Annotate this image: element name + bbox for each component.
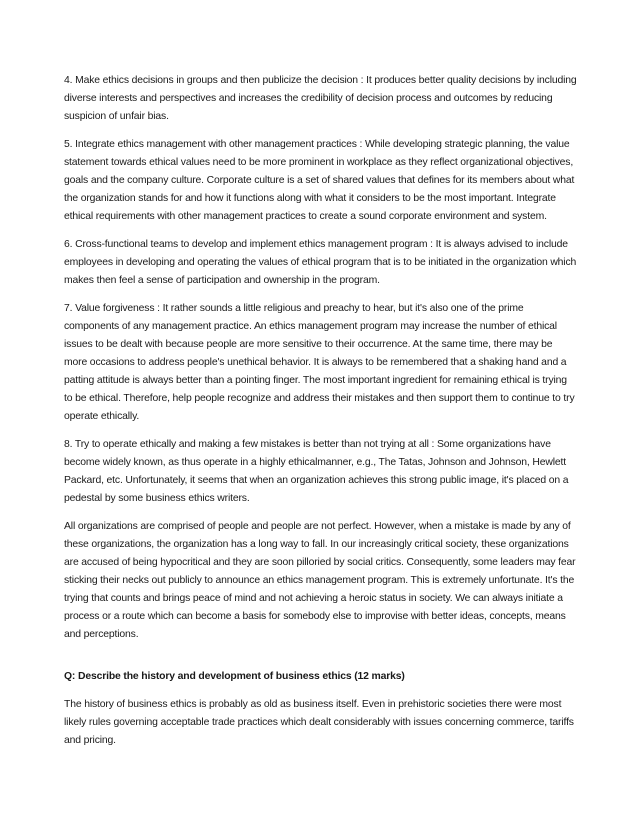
paragraph-point-5: 5. Integrate ethics management with other management practices : While developing strategic planning, the value statement towards ethical values need to be more prominent in workplace as they reflect organizational objectives, goals and the company culture. Corporate culture is a set of shared values that defines for its members about what the organization stands for and how it functions along with what it considers to be the most important. Integrate ethical requirements with other management practices to create a sound corporate environment and system. bbox=[64, 139, 575, 222]
answer-paragraph: The history of business ethics is probably as old as business itself. Even in prehistoric societies there were most likely rules governing acceptable trade practices which dealt considerably with issues concerning commerce, tariffs and pricing. bbox=[64, 699, 574, 746]
paragraph-point-6: 6. Cross-functional teams to develop and implement ethics management program : It is always advised to include employees in developing and operating the values of ethical program that is to be initiated in the organization which makes then feel a sense of participation and ownership in the program. bbox=[64, 239, 577, 286]
paragraph-point-4: 4. Make ethics decisions in groups and then publicize the decision : It produces better quality decisions by including diverse interests and perspectives and increases the credibility of decision process and outcomes by reducing suspicion of unfair bias. bbox=[64, 75, 577, 122]
question-heading: Q: Describe the history and development of business ethics (12 marks) bbox=[64, 671, 405, 682]
paragraph-organizations: All organizations are comprised of people and people are not perfect. However, when a mistake is made by any of these organizations, the organization has a long way to fall. In our increasingly critical society, these organizations are accused of being hypocritical and they are soon pilloried by social critics. Consequently, some leaders may fear sticking their necks out publicly to announce an ethics management program. This is extremely unfortunate. It's the trying that counts and brings peace of mind and not achieving a heroic status in society. We can always initiate a process or a route which can become a basis for somebody else to improvise with better ideas, concepts, means and perceptions. bbox=[64, 521, 576, 640]
document-page bbox=[64, 72, 578, 760]
paragraph-point-7: 7. Value forgiveness : It rather sounds a little religious and preachy to hear, but it's also one of the prime components of any management practice. An ethics management program may increase the number of ethical issues to be dealt with because people are more sensitive to their occurrence. At the same time, there may be more occasions to address people's unethical behavior. It is always to be remembered that a shaking hand and a patting attitude is always better than a pointing finger. The most important ingredient for remaining ethical is trying to be ethical. Therefore, help people recognize and address their mistakes and then support them to continue to try operate ethically. bbox=[64, 303, 575, 422]
paragraph-point-8: 8. Try to operate ethically and making a few mistakes is better than not trying at all : Some organizations have become widely known, as thus operate in a highly ethicalmanner, e.g., The Tatas, Johnson and Johnson, Hewlett Packard, etc. Unfortunately, it seems that when an organization achieves this strong public image, it's placed on a pedestal by some business ethics writers. bbox=[64, 439, 569, 504]
